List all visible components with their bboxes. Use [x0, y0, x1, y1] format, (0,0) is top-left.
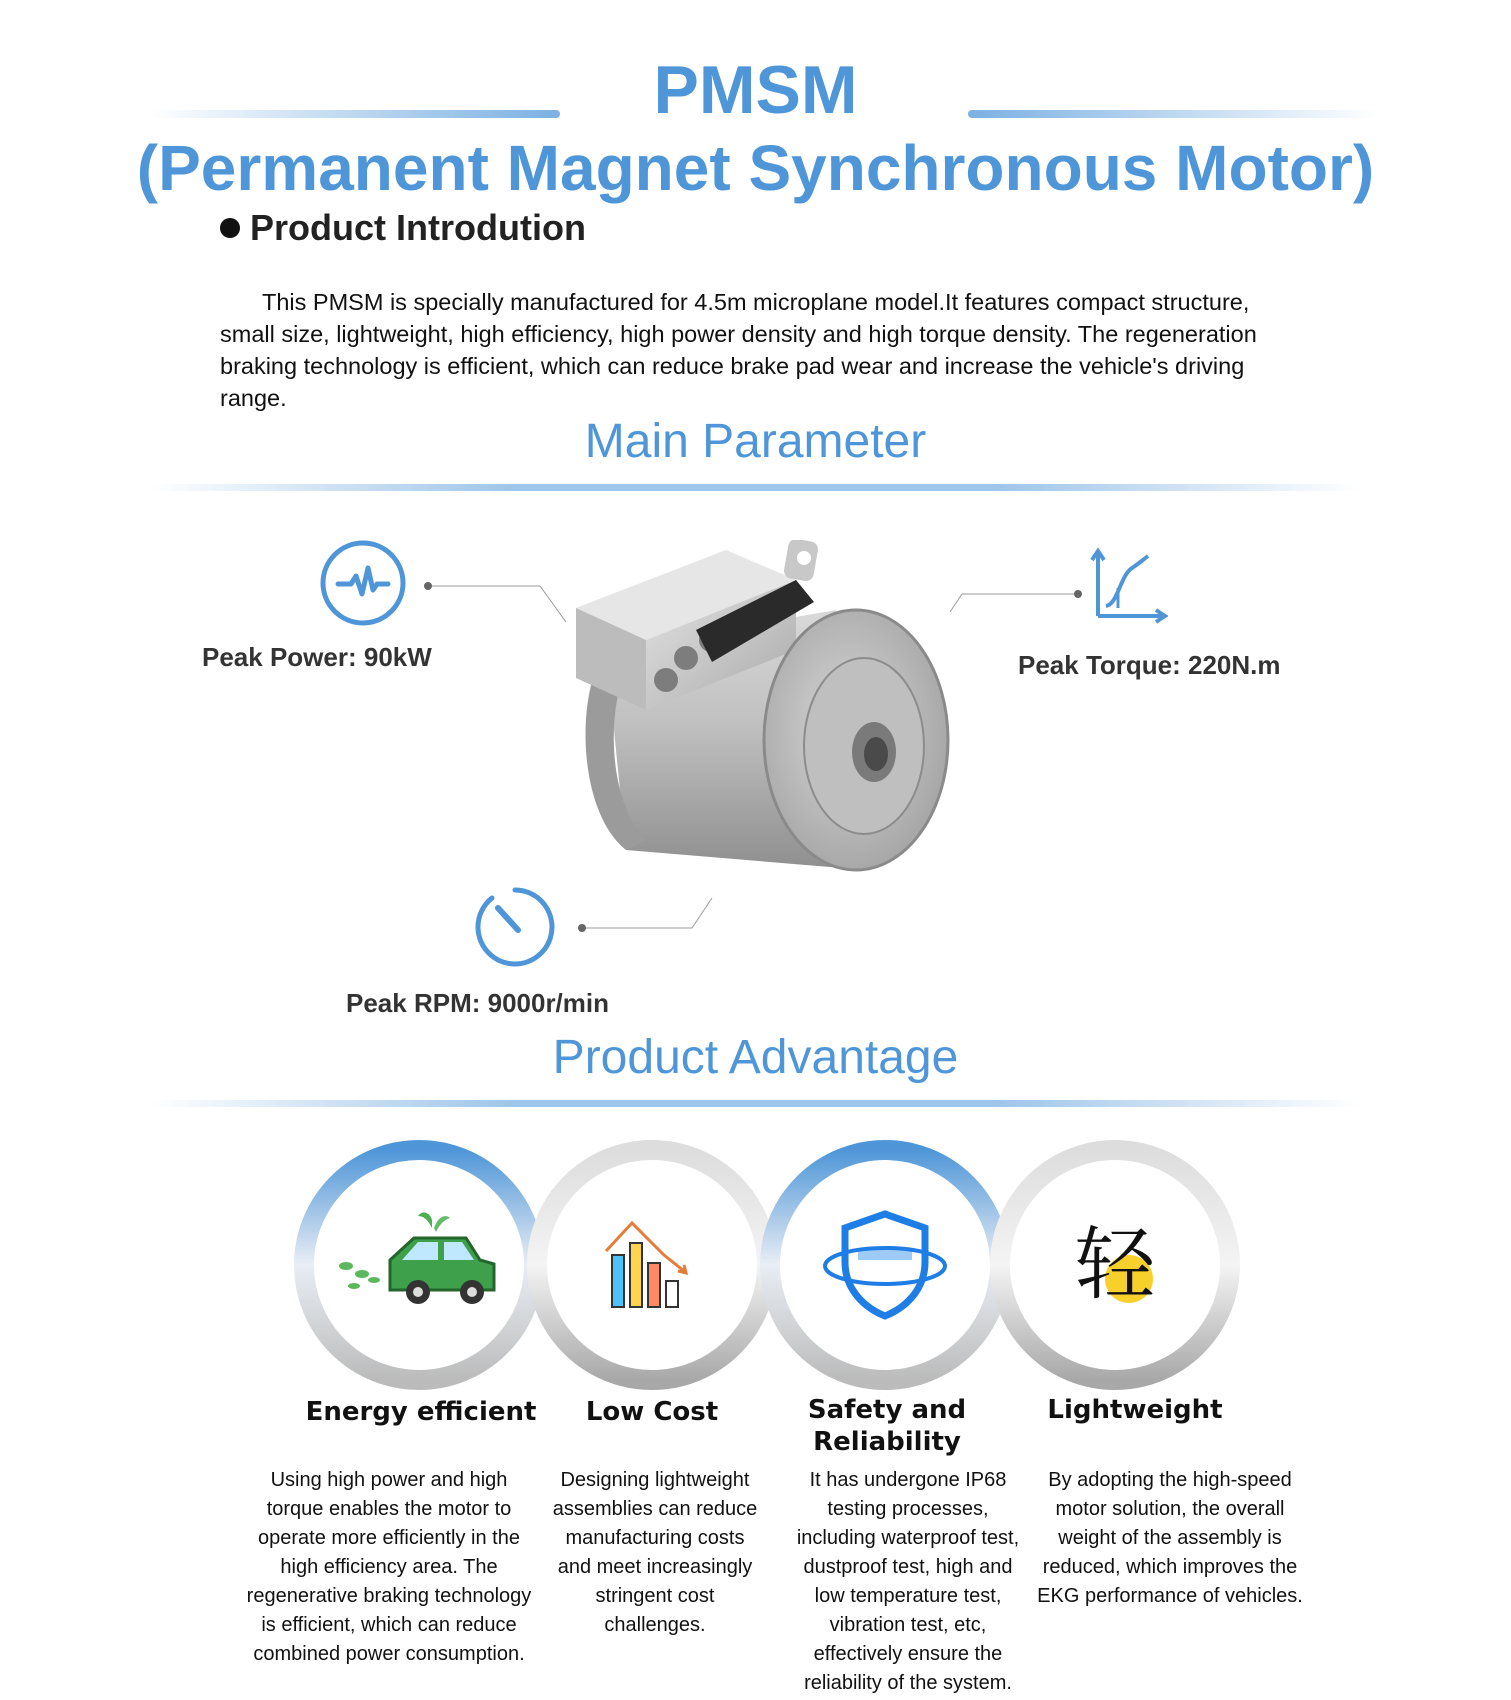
product-advantage-divider: [150, 1100, 1360, 1107]
param-peak-power: Peak Power: 90kW: [202, 642, 432, 672]
advantage-desc-cost: Designing lightweight assemblies can reduce manufacturing costs and meet increasingly stringent cost challenges.: [552, 1469, 758, 1636]
param-peak-torque: Peak Torque: 220N.m: [1018, 650, 1281, 680]
advantage-desc-lightweight: By adopting the high-speed motor solution, the overall weight of the assembly is reduced, which improves the EKG performance of vehicles.: [1037, 1469, 1303, 1607]
product-advantage-title: Product Advantage: [552, 1031, 959, 1084]
advantage-title-safety: Safety and Reliability: [807, 1395, 967, 1457]
intro-heading-text: Product Introdution: [250, 207, 586, 248]
motor-image: [536, 540, 982, 916]
cost-chart-icon: [602, 1215, 702, 1315]
advantage-circle-lightweight: [990, 1140, 1240, 1390]
eco-car-icon: [334, 1210, 504, 1320]
advantage-circle-energy: [294, 1140, 544, 1390]
page-subtitle: (Permanent Magnet Synchronous Motor): [136, 132, 1375, 204]
advantage-circle-safety: [760, 1140, 1010, 1390]
advantage-circle-cost: [527, 1140, 777, 1390]
advantage-desc-safety: It has undergone IP68 testing processes, including waterproof test, dustproof test, high and low temperature test, vibration test, etc, effectively ensure the reliability of the system.: [796, 1469, 1020, 1694]
advantage-title-lightweight: Lightweight: [1047, 1395, 1223, 1425]
shield-icon: [820, 1210, 950, 1320]
advantage-title-energy: Energy efficient: [305, 1397, 537, 1427]
main-parameter-title: Main Parameter: [584, 415, 927, 468]
advantage-desc-energy: Using high power and high torque enables the motor to operate more efficiently in the high efficiency area. The regenerative braking technology is efficient, which can reduce combined power consumption.: [246, 1469, 532, 1665]
advantage-title-cost: Low Cost: [585, 1397, 719, 1427]
intro-paragraph: This PMSM is specially manufactured for 4.5m microplane model.It features compact structure, small size, lightweight, high efficiency, high power density and high torque density. The regeneration braking technology is efficient, which can reduce brake pad wear and increase the vehicle's driving range.: [220, 289, 1257, 411]
param-peak-rpm: Peak RPM: 9000r/min: [346, 988, 610, 1018]
page-title: PMSM: [653, 52, 858, 128]
light-character-icon: 轻: [1075, 1218, 1155, 1311]
